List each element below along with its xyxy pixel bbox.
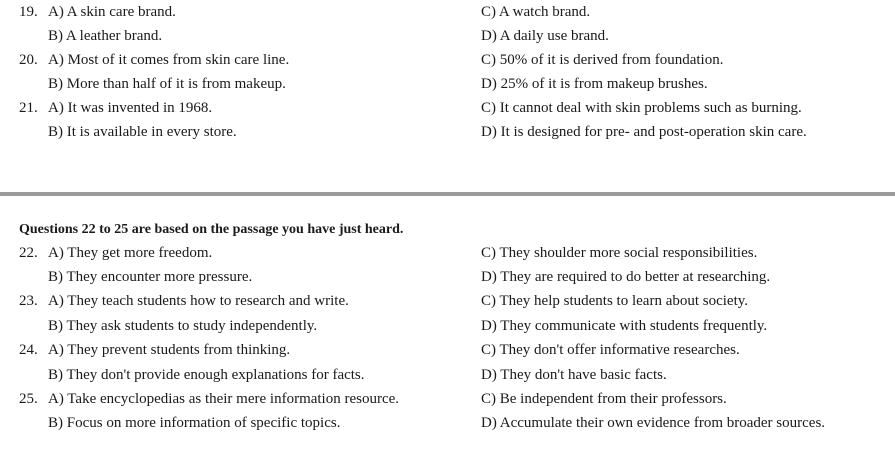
option-b: B) It is available in every store. bbox=[48, 124, 237, 140]
question-23-row-2 bbox=[0, 315, 895, 337]
option-d: D) 25% of it is from makeup brushes. bbox=[481, 76, 708, 92]
option-b: B) More than half of it is from makeup. bbox=[48, 76, 286, 92]
option-a: A) They get more freedom. bbox=[48, 245, 213, 261]
option-b: B) Focus on more information of specific topics. bbox=[48, 415, 341, 431]
question-number: 25. bbox=[19, 391, 38, 407]
option-c: C) They don't offer informative researches. bbox=[481, 342, 740, 358]
option-d: D) A daily use brand. bbox=[481, 28, 609, 44]
question-20-row-2 bbox=[0, 73, 895, 95]
question-19-row-1 bbox=[0, 1, 895, 23]
question-25-row-1 bbox=[0, 388, 895, 410]
question-23-row-1 bbox=[0, 290, 895, 312]
question-25-row-2 bbox=[0, 412, 895, 434]
question-number: 21. bbox=[19, 100, 38, 116]
question-21-row-2 bbox=[0, 121, 895, 143]
question-22-row-2 bbox=[0, 266, 895, 288]
option-a: A) They teach students how to research and write. bbox=[48, 293, 349, 309]
question-number: 24. bbox=[19, 342, 38, 358]
question-20-row-1 bbox=[0, 49, 895, 71]
question-22-row-1 bbox=[0, 242, 895, 264]
option-b: B) They don't provide enough explanations for facts. bbox=[48, 367, 365, 383]
option-c: C) 50% of it is derived from foundation. bbox=[481, 52, 724, 68]
option-a: A) Most of it comes from skin care line. bbox=[48, 52, 290, 68]
option-a: A) Take encyclopedias as their mere information resource. bbox=[48, 391, 400, 407]
option-d: D) It is designed for pre- and post-operation skin care. bbox=[481, 124, 807, 140]
question-24-row-1 bbox=[0, 339, 895, 361]
option-c: C) They shoulder more social responsibilities. bbox=[481, 245, 758, 261]
question-19-row-2 bbox=[0, 25, 895, 47]
option-d: D) Accumulate their own evidence from broader sources. bbox=[481, 415, 826, 431]
option-a: A) It was invented in 1968. bbox=[48, 100, 213, 116]
option-b: B) A leather brand. bbox=[48, 28, 163, 44]
option-d: D) They don't have basic facts. bbox=[481, 367, 667, 383]
option-c: C) It cannot deal with skin problems such as burning. bbox=[481, 100, 802, 116]
question-21-row-1 bbox=[0, 97, 895, 119]
section-heading: Questions 22 to 25 are based on the passage you have just heard. bbox=[19, 222, 404, 237]
option-c: C) Be independent from their professors. bbox=[481, 391, 727, 407]
option-b: B) They ask students to study independently. bbox=[48, 318, 318, 334]
question-24-row-2 bbox=[0, 364, 895, 386]
section-divider bbox=[0, 192, 895, 196]
option-d: D) They communicate with students frequently. bbox=[481, 318, 768, 334]
question-number: 22. bbox=[19, 245, 38, 261]
question-number: 19. bbox=[19, 4, 38, 20]
option-d: D) They are required to do better at researching. bbox=[481, 269, 771, 285]
question-number: 23. bbox=[19, 293, 38, 309]
question-number: 20. bbox=[19, 52, 38, 68]
option-c: C) They help students to learn about society. bbox=[481, 293, 749, 309]
option-c: C) A watch brand. bbox=[481, 4, 591, 20]
option-a: A) A skin care brand. bbox=[48, 4, 176, 20]
option-a: A) They prevent students from thinking. bbox=[48, 342, 291, 358]
option-b: B) They encounter more pressure. bbox=[48, 269, 253, 285]
